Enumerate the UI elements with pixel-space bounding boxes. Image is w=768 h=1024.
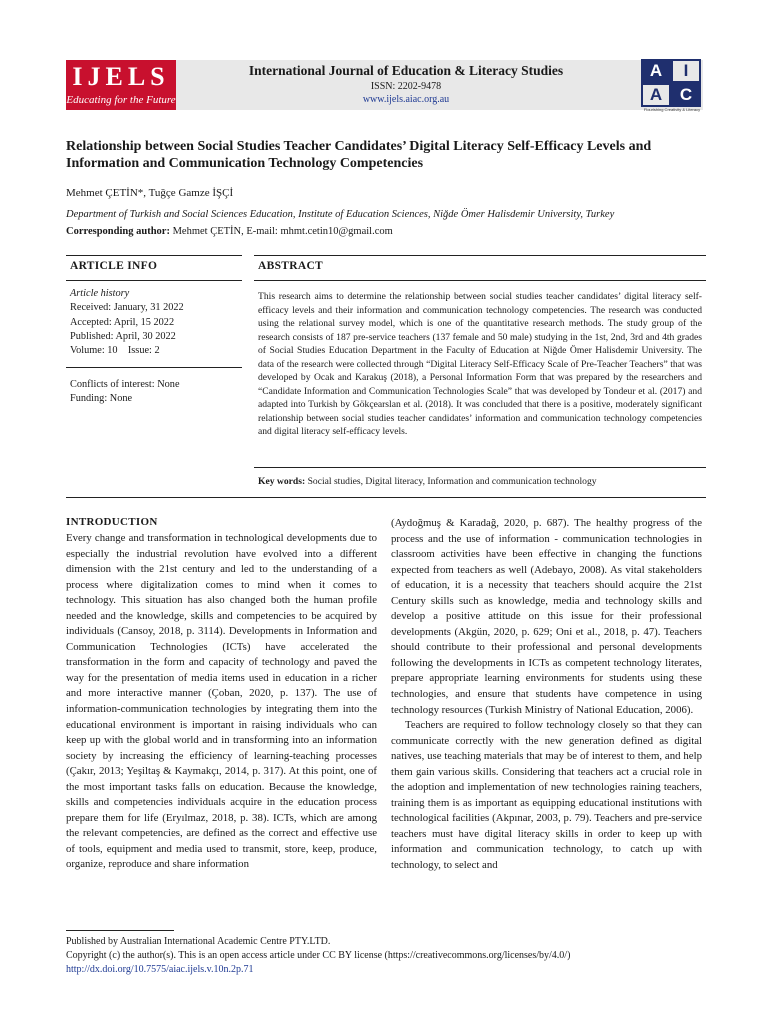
article-authors: Mehmet ÇETİN*, Tuğçe Gamze İŞÇİ: [66, 187, 234, 199]
journal-issn: ISSN: 2202-9478: [370, 81, 442, 92]
footer-rule: [66, 930, 174, 931]
aiac-logo-cell: I: [671, 59, 701, 83]
article-info-top-rule: [66, 255, 242, 256]
author-affiliation: Department of Turkish and Social Sciences Education, Institute of Education Sciences, Niğde Ömer Halisdemir University, Turkey: [66, 209, 615, 220]
abstract-divider: [254, 467, 706, 468]
keywords-label: Key words:: [258, 476, 306, 487]
aiac-logo-tagline: Flourishing Creativity & Literacy: [643, 107, 701, 112]
ijels-logo-text: IJELS: [72, 62, 170, 91]
article-history-label: Article history: [70, 288, 130, 299]
body-paragraph: (Aydoğmuş & Karadağ, 2020, p. 687). The healthy progress of the process and the use of information - communication technologies in classroom activities have been effective in changing the functions expected from teachers as well (Adebayo, 2008). As vital stakeholders of education, it is a necessity that teachers should acquire the 21st Century skills such as knowledge, media and technology skills and develop a positive attitude on this issue for their professional developments (Akgün, 2020, p. 629; Oni et al., 2018, p. 47). Teachers should contribute to their professional and personal developments following the developments in ICTs as competent technology literates, prepare appropriate learning environments for students using these technologies, and ensure that students have competence in using technology resources (Turkish Ministry of National Education, 2006).: [391, 517, 702, 716]
abstract-heading-rule: [254, 280, 706, 281]
footer-publisher: Published by Australian International Academic Centre PTY.LTD.: [66, 936, 331, 947]
abstract-heading: ABSTRACT: [258, 260, 324, 272]
ijels-logo: [66, 60, 176, 110]
volume-issue: Volume: 10 Issue: 2: [70, 345, 160, 356]
abstract-bottom-rule: [66, 497, 706, 498]
corresponding-author-value: Mehmet ÇETİN, E-mail: mhmt.cetin10@gmail.com: [169, 226, 393, 237]
received-date: Received: January, 31 2022: [70, 302, 184, 313]
keywords-value: Social studies, Digital literacy, Information and communication technology: [305, 476, 597, 487]
abstract-text: This research aims to determine the relationship between social studies teacher candidates’ digital literacy self-efficacy levels and their information and communication technology competencies. The research was conducted using the relational survey model, which is one of the quantitative research methods. The study group of the research consists of 187 pre-service teachers (137 female and 50 male) studying in the 1st, 2nd, 3rd and 4th grades of Social Studies Education Department in the Faculty of Education at Niğde Ömer Halisdemir University. The data of the research were collected through “Digital Literacy Self-Efficacy Scale of Pre-Teacher Teachers” that was developed by Ocak and Karakuş (2018), a Personal Information Form that was prepared by the researchers and “Candidate Information and Communication Technologies Scale” that was developed by Tondeur et al. (2017) and adapted into Turkish by Gökçearslan et al. (2018). It was concluded that there is a positive, moderately significant relationship between social studies teacher candidates’ information and communication technology competencies and digital literacy self-efficacy levels.: [258, 291, 702, 437]
accepted-date: Accepted: April, 15 2022: [70, 317, 175, 328]
aiac-logo: [641, 59, 703, 113]
article-info-divider: [66, 367, 242, 368]
ijels-logo-tagline: Educating for the Future: [66, 94, 176, 106]
corresponding-author-label: Corresponding author:: [66, 226, 170, 237]
journal-website-link[interactable]: www.ijels.aiac.org.au: [362, 94, 450, 105]
keywords: [258, 476, 702, 487]
journal-title: International Journal of Education & Literacy Studies: [248, 63, 564, 78]
article-info-heading-rule: [66, 280, 242, 281]
aiac-logo-cell: A: [641, 83, 671, 107]
article-title: Relationship between Social Studies Teacher Candidates’ Digital Literacy Self-Efficacy Levels and Information and Communication Technology Competencies: [66, 139, 652, 171]
corresponding-author: [66, 226, 393, 237]
aiac-logo-cell: C: [671, 83, 701, 107]
abstract-top-rule: [254, 255, 706, 256]
doi-link[interactable]: http://dx.doi.org/10.7575/aiac.ijels.v.10n.2p.71: [66, 964, 254, 975]
body-left-column: [66, 531, 377, 873]
footer-copyright: Copyright (c) the author(s). This is an open access article under CC BY license (https://creativecommons.org/licenses/by/4.0/): [66, 950, 571, 961]
article-info-heading: ARTICLE INFO: [70, 260, 158, 272]
body-paragraph: Teachers are required to follow technology closely so that they can communicate correctly with the new generation defined as digital natives, use teaching materials that may be of interest to them, and help them gain various skills. Considering that teachers act a crucial role in the adoption and implementation of new technologies raining teachers, training them is as important as equipping educational institutions with technological facilities (Akpınar, 2003, p. 79). Teachers and pre-service teachers must have digital literacy skills in order to keep up with information and communication technology, to catch up with technology, to select and: [391, 719, 702, 872]
published-date: Published: April, 30 2022: [70, 331, 176, 342]
body-paragraph: Every change and transformation in technological developments due to especially the industrial revolution have evolved into a different dimension with the 21st century and led to the understanding of a process where digitalization comes to mind when it comes to technology. This situation has also changed both the human profile needed and the knowledge, skills and competencies to be acquired by individuals (Cansoy, 2018, p. 3114). Developments in Information and Communication Technologies (ICTs) have accelerated the transformation in the form and capacity of technology and paved the way for the presentation of media items used in education in a richer and more interactive manner (Çoban, 2020, p. 137). The use of information-communication technologies by integrating them into the educational environment is important in raising individuals who can keep up with the global world and in transforming into an information society by increasing the efficiency of learning-teaching processes (Çakır, 2013; Yeşiltaş & Kaymakçı, 2014, p. 317). At this point, one of the most important tasks falls on education. Because the knowledge, skills and competencies individuals acquire in the education process prepare them for life (Eryılmaz, 2018, p. 38). ICTs, which are among the relevant competencies, are defined as the correct and effective use of tools, equipment and media used to transmit, store, keep, produce, organize, reproduce and share information: [66, 532, 377, 871]
aiac-logo-cell: A: [641, 59, 671, 83]
introduction-heading: INTRODUCTION: [66, 516, 158, 528]
funding: Funding: None: [70, 393, 133, 404]
body-right-column: [391, 516, 702, 874]
conflicts-of-interest: Conflicts of interest: None: [70, 379, 180, 390]
